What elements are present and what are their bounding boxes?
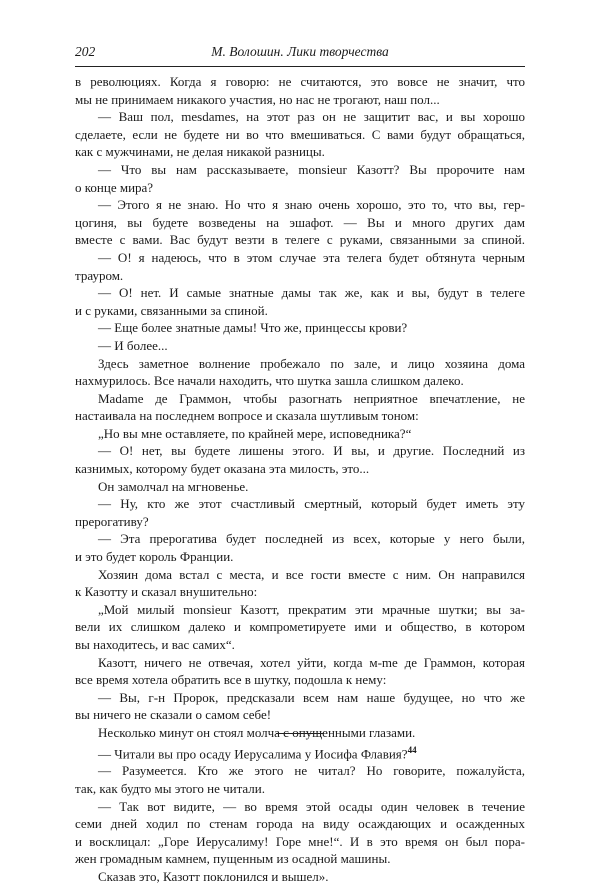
text-line: — Ну, кто же этот счастливый смертный, который будет иметь эту	[98, 496, 525, 512]
text-line: сделаете, если не будете ни во что вмешиваться. С вами будут обращаться,	[75, 126, 525, 142]
text-line: — Ваш пол, mesdames, на этот раз он не защитит вас, и вы хорошо	[98, 109, 525, 125]
text-line: нахмурилось. Все начали находить, что шутка зашла слишком далеко.	[75, 373, 464, 389]
text-line: вместе с вами. Вас будут везти в телеге с руками, связанными за спиной.	[75, 232, 525, 248]
running-title: М. Волошин. Лики творчества	[211, 44, 389, 59]
text-line: жен громадным камнем, пущенным из осадной машины.	[75, 851, 391, 867]
text-line-with-footnote	[75, 742, 525, 763]
text-line: Madame де Граммон, чтобы разогнать неприятное впечатление, не	[98, 390, 525, 406]
text-line: Казотт, ничего не отвечая, хотел уйти, когда м-me де Граммон, которая	[98, 654, 525, 670]
footnote-marker: 44	[407, 744, 417, 755]
line-text: — Читали вы про осаду Иерусалима у Иосифа Флавия?	[98, 745, 408, 761]
text-line: мы не принимаем никакого участия, но нас не трогают, наш пол...	[75, 91, 440, 107]
text-line: как с мужчинами, не делая никакой разницы.	[75, 144, 325, 160]
text-line: казнимых, которому будет оказана эта милость, это...	[75, 461, 370, 477]
page-header	[75, 44, 525, 64]
text-line: прерогативу?	[75, 513, 149, 529]
text-line: вы ничего не сказали о самом себе!	[75, 707, 272, 723]
end-rule	[276, 733, 324, 734]
text-line: настаивала на последнем вопросе и сказала шутливым тоном:	[75, 408, 419, 424]
text-line: и это будет король Франции.	[75, 549, 234, 565]
text-line: Сказав это, Казотт поклонился и вышел».	[98, 869, 329, 885]
text-line: — О! нет. И самые знатные дамы так же, как и вы, будут в телеге	[98, 285, 525, 301]
text-line: „Но вы мне оставляете, по крайней мере, исповедника?“	[98, 425, 412, 441]
header-rule	[75, 66, 525, 67]
text-line: так, как будто мы этого не читали.	[75, 781, 266, 797]
text-line: Хозяин дома встал с места, и все гости вместе с ним. Он направился	[98, 566, 525, 582]
text-line: все время хотела обратить все в шутку, подошла к нему:	[75, 672, 387, 688]
text-line: о конце мира?	[75, 179, 154, 195]
text-line: — Вы, г-н Пророк, предсказали всем нам наше будущее, но что же	[98, 689, 525, 705]
text-line: — Этого я не знаю. Но что я знаю очень хорошо, это то, что вы, гер-	[98, 197, 525, 213]
text-line: семи дней ходил по стенам города на виду осаждающих и осажденных	[75, 816, 525, 832]
text-line: и восклицал: „Горе Иерусалиму! Горе мне!“. И в это время он был пора-	[75, 833, 525, 849]
text-line: вы находитесь, и вас самих“.	[75, 637, 235, 652]
text-line: трауром.	[75, 267, 124, 283]
text-line: — Что вы нам рассказываете, monsieur Казотт? Вы пророчите нам	[98, 161, 525, 177]
text-line: вели их слишком далеко и компрометируете ими и общество, в котором	[75, 619, 525, 635]
text-line: — Эта прерогатива будет последней из всех, которые у него были,	[98, 531, 525, 547]
text-line: — Еще более знатные дамы! Что же, принцессы крови?	[98, 320, 408, 336]
text-line: и с руками, связанными за спиной.	[75, 302, 268, 318]
text-line: — О! я надеюсь, что в этом случае эта телега будет обтянута черным	[98, 249, 525, 265]
page-number: 202	[75, 44, 96, 59]
text-line: Здесь заметное волнение пробежало по зале, и лицо хозяина дома	[98, 355, 525, 371]
text-line: — Так вот видите, — во время этой осады один человек в течение	[98, 798, 525, 814]
text-line: — Разумеется. Кто же этого не читал? Но говорите, пожалуйста,	[98, 763, 525, 779]
text-line: Несколько минут он стоял молча с опущенными глазами.	[98, 724, 416, 740]
text-line: Он замолчал на мгновенье.	[98, 478, 249, 494]
text-line: к Казотту и сказал внушительно:	[75, 584, 258, 600]
text-line: — О! нет, вы будете лишены этого. И вы, и другие. Последний из	[98, 443, 525, 459]
body-text	[75, 73, 525, 886]
text-line: в революциях. Когда я говорю: не считаются, это вовсе не значит, что	[75, 74, 525, 89]
text-line: „Мой милый monsieur Казотт, прекратим эти мрачные шутки; вы за-	[98, 601, 525, 617]
text-line: — И более...	[98, 337, 168, 353]
text-line: цогиня, вы будете возведены на эшафот. — Вы и много других дам	[75, 214, 525, 230]
